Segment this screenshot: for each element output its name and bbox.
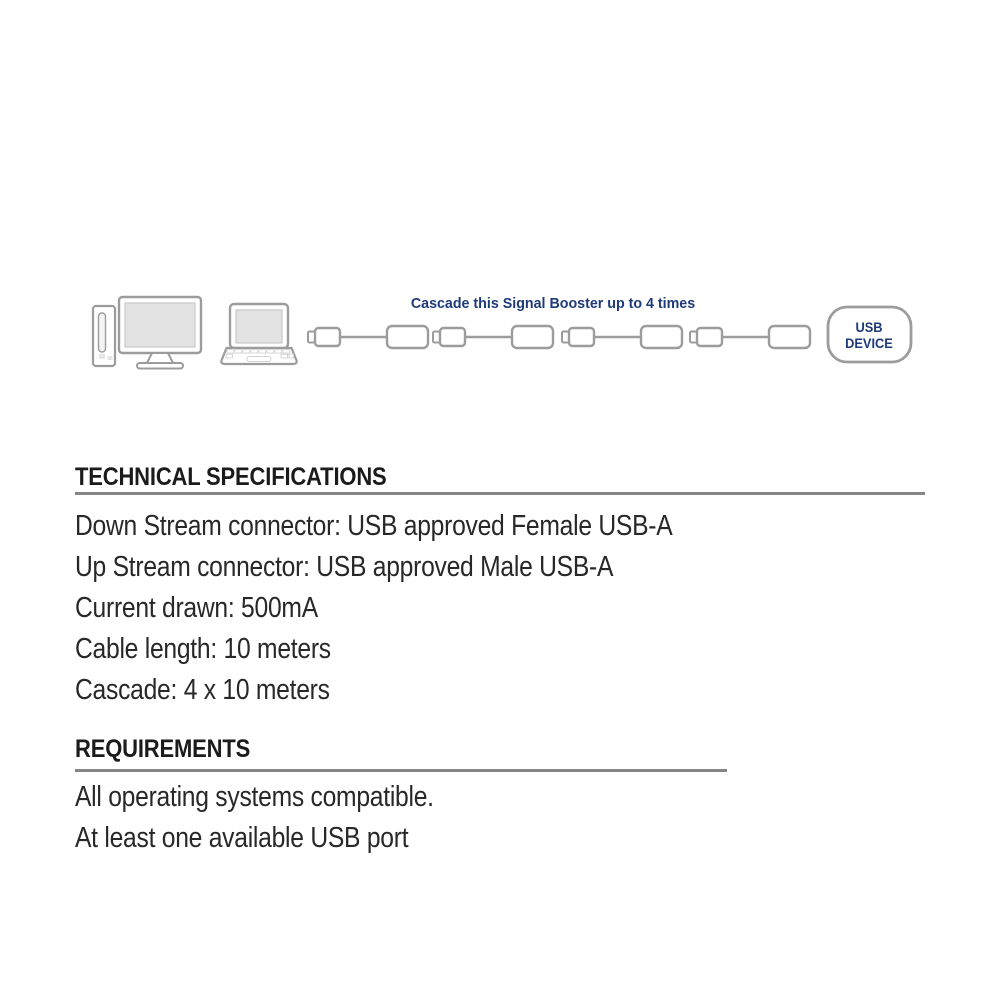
usb-device-label-line2: DEVICE	[845, 335, 893, 351]
requirements-heading: REQUIREMENTS	[75, 735, 251, 763]
requirement-item	[75, 818, 497, 859]
technical-specifications-list	[75, 506, 778, 711]
laptop-icon	[221, 304, 296, 364]
technical-specifications-heading: TECHNICAL SPECIFICATIONS	[75, 463, 387, 491]
spec-item-text: Cascade: 4 x 10 meters	[75, 674, 330, 706]
technical-specifications-divider	[75, 492, 925, 495]
requirements-divider	[75, 769, 727, 772]
usb-cascade-chain	[308, 326, 810, 348]
spec-item-text: Cable length: 10 meters	[75, 633, 331, 665]
spec-item	[75, 588, 778, 629]
desktop-tower-icon	[93, 306, 115, 366]
usb-device-label	[829, 320, 909, 351]
requirement-item	[75, 777, 497, 818]
requirements-list	[75, 777, 497, 859]
cascade-caption: Cascade this Signal Booster up to 4 times	[410, 295, 696, 312]
spec-item	[75, 547, 778, 588]
spec-item	[75, 629, 778, 670]
usb-device-label-line1: USB	[855, 320, 883, 335]
spec-item-text: Down Stream connector: USB approved Female USB-A	[75, 510, 673, 542]
spec-item-text: Current drawn: 500mA	[75, 592, 318, 624]
requirement-item-text: At least one available USB port	[75, 822, 409, 854]
spec-item	[75, 506, 778, 547]
requirement-item-text: All operating systems compatible.	[75, 781, 434, 813]
monitor-icon	[119, 297, 201, 369]
spec-item	[75, 670, 778, 711]
spec-item-text: Up Stream connector: USB approved Male USB-A	[75, 551, 614, 583]
